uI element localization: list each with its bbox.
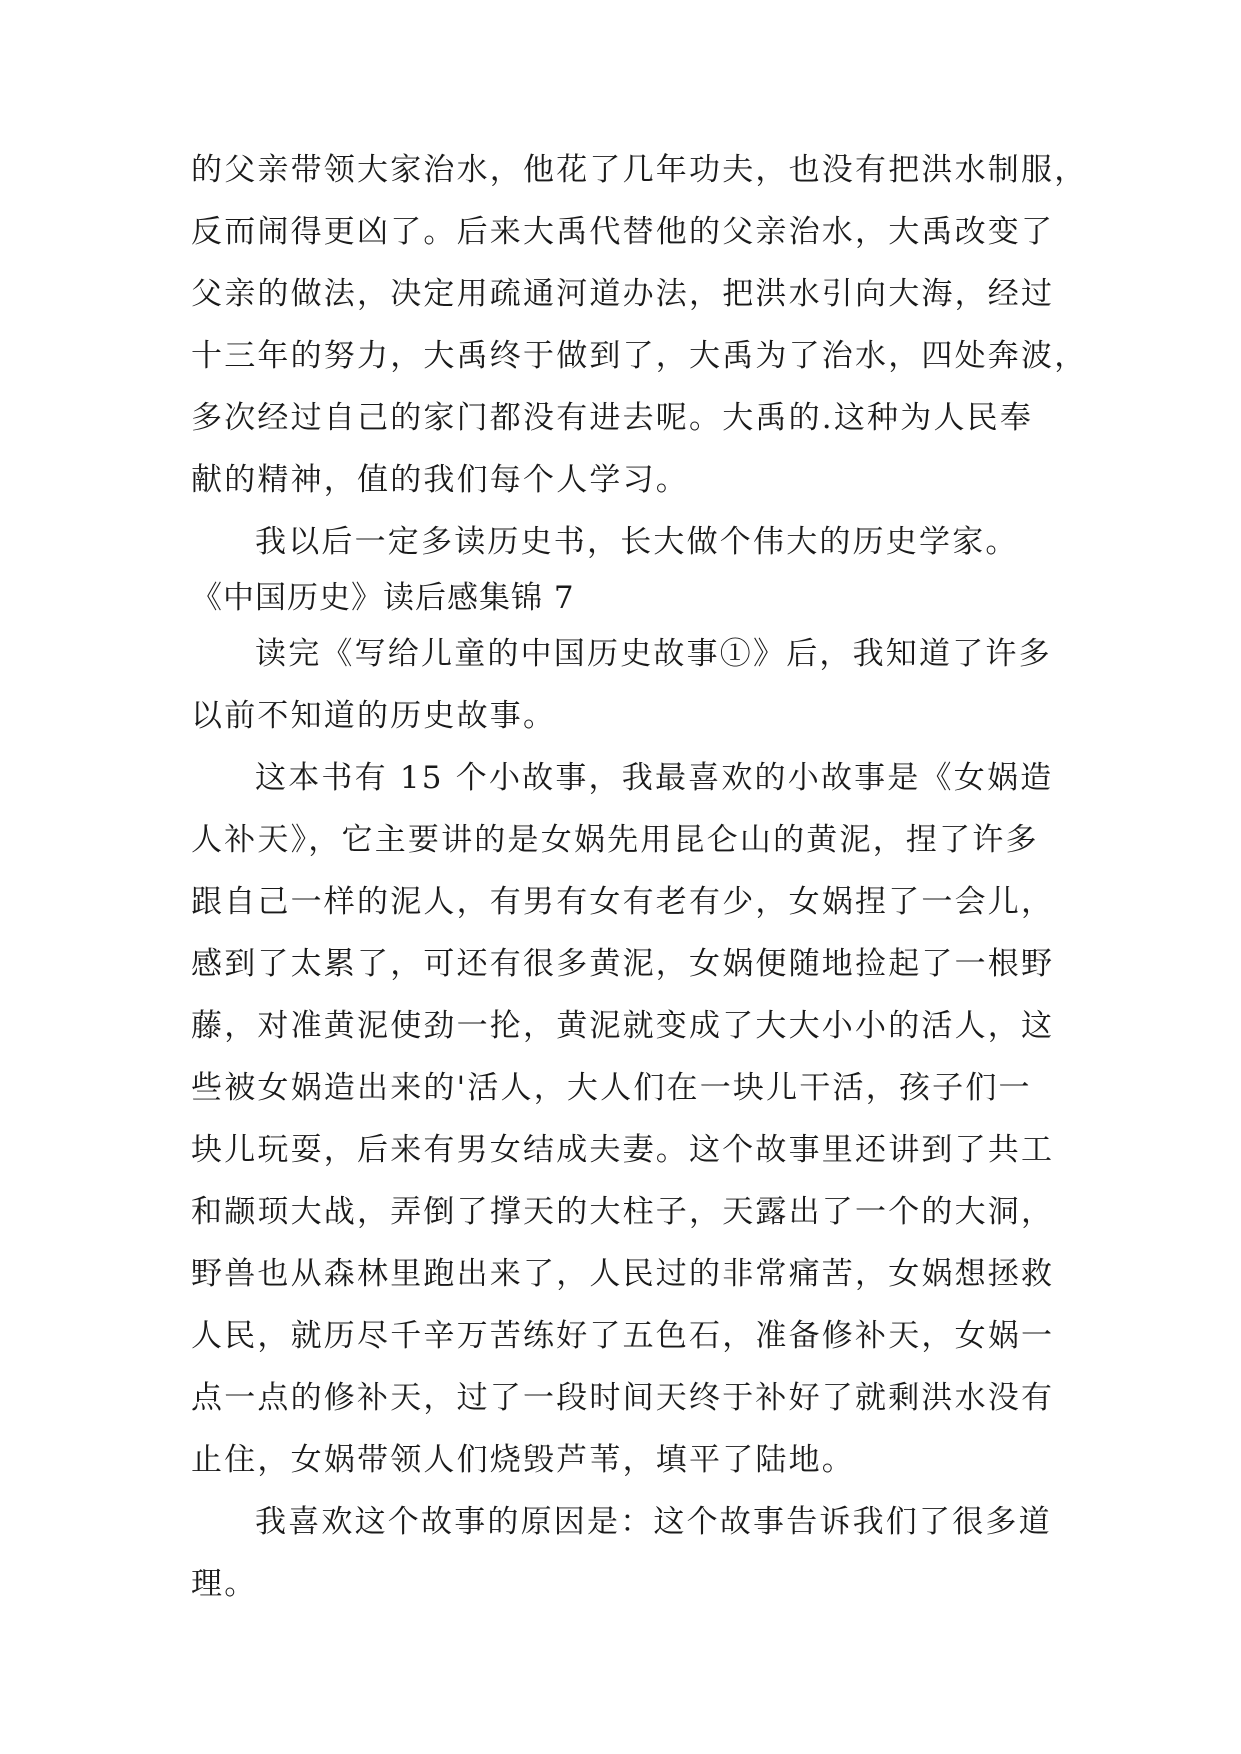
text-line: 块儿玩耍，后来有男女结成夫妻。这个故事里还讲到了共工 bbox=[191, 1132, 1055, 1168]
text-line: 跟自己一样的泥人，有男有女有老有少，女娲捏了一会儿， bbox=[191, 884, 1055, 920]
text-line: 以前不知道的历史故事。 bbox=[191, 698, 557, 734]
text-line: 野兽也从森林里跑出来了，人民过的非常痛苦，女娲想拯救 bbox=[191, 1256, 1055, 1292]
text-line: 反而闹得更凶了。后来大禹代替他的父亲治水，大禹改变了 bbox=[191, 214, 1055, 250]
text-line: 理。 bbox=[191, 1566, 258, 1602]
paragraph-line: 读完《写给儿童的中国历史故事①》后，我知道了许多 bbox=[255, 636, 1052, 672]
text-line: 止住，女娲带领人们烧毁芦苇，填平了陆地。 bbox=[191, 1442, 855, 1478]
paragraph-line: 我喜欢这个故事的原因是：这个故事告诉我们了很多道 bbox=[255, 1504, 1052, 1540]
text-line: 十三年的努力，大禹终于做到了，大禹为了治水，四处奔波， bbox=[191, 338, 1088, 374]
text-line: 父亲的做法，决定用疏通河道办法，把洪水引向大海，经过 bbox=[191, 276, 1055, 312]
text-line: 多次经过自己的家门都没有进去呢。大禹的.这种为人民奉 bbox=[191, 400, 1034, 436]
text-line: 藤，对准黄泥使劲一抡，黄泥就变成了大大小小的活人，这 bbox=[191, 1008, 1055, 1044]
text-line: 点一点的修补天，过了一段时间天终于补好了就剩洪水没有 bbox=[191, 1380, 1055, 1416]
text-line: 和颛顼大战，弄倒了撑天的大柱子，天露出了一个的大洞， bbox=[191, 1194, 1055, 1230]
text-line: 些被女娲造出来的'活人，大人们在一块儿干活，孩子们一 bbox=[191, 1070, 1032, 1106]
text-line: 人民，就历尽千辛万苦练好了五色石，准备修补天，女娲一 bbox=[191, 1318, 1055, 1354]
text-line: 感到了太累了，可还有很多黄泥，女娲便随地捡起了一根野 bbox=[191, 946, 1055, 982]
paragraph-line: 这本书有 15 个小故事，我最喜欢的小故事是《女娲造 bbox=[255, 760, 1054, 796]
text-line: 的父亲带领大家治水，他花了几年功夫，也没有把洪水制服， bbox=[191, 152, 1088, 188]
text-line: 人补天》，它主要讲的是女娲先用昆仑山的黄泥，捏了许多 bbox=[191, 822, 1039, 858]
text-line: 献的精神，值的我们每个人学习。 bbox=[191, 462, 689, 498]
paragraph-line: 我以后一定多读历史书，长大做个伟大的历史学家。 bbox=[255, 524, 1019, 560]
section-heading: 《中国历史》读后感集锦 7 bbox=[191, 580, 575, 616]
